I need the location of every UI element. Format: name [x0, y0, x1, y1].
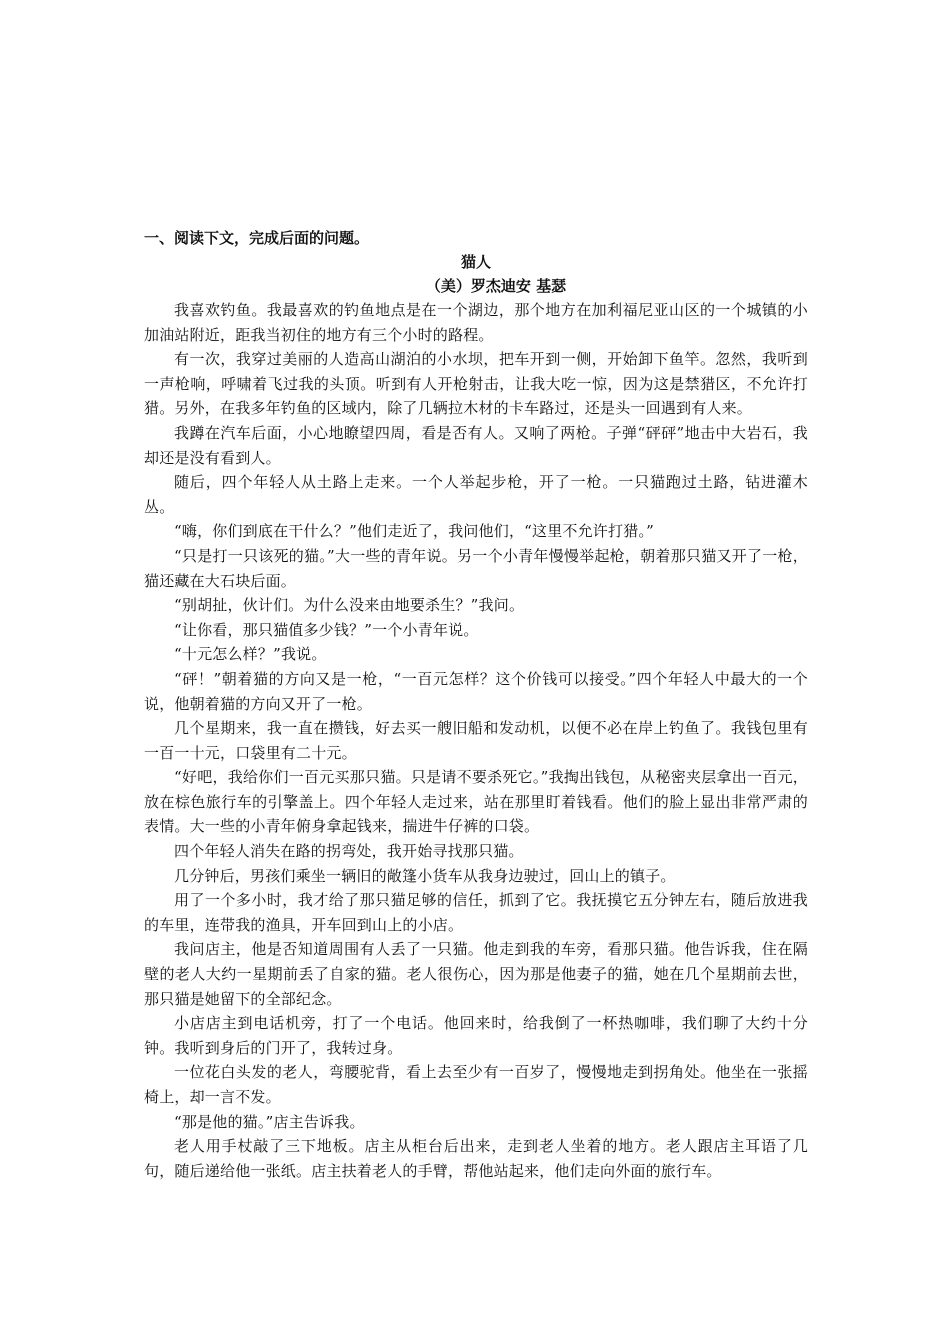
story-paragraph-9: “十元怎么样？”我说。	[174, 645, 327, 664]
story-paragraph-12: “好吧，我给你们一百元买那只猫。只是请不要杀死它。”我掏出钱包，从秘密夹层拿出一百元，放在棕色旅行车的引擎盖上。四个年轻人走过来，站在那里盯着钱看。他们的脸上显出非常严肃的表情。大一些的小青年俯身拿起钱来，揣进牛仔裤的口袋。	[144, 768, 808, 836]
story-paragraph-8: “让你看，那只猫值多少钱？”一个小青年说。	[174, 620, 479, 639]
story-paragraph-20: 老人用手杖敲了三下地板。店主从柜台后出来，走到老人坐着的地方。老人跟店主耳语了几句，随后递给他一张纸。店主扶着老人的手臂，帮他站起来，他们走向外面的旅行车。	[144, 1137, 808, 1180]
story-paragraph-7: “别胡扯，伙计们。为什么没来由地要杀生？”我问。	[174, 596, 525, 615]
story-paragraph-6: “只是打一只该死的猫。”大一些的青年说。另一个小青年慢慢举起枪，朝着那只猫又开了一枪，猫还藏在大石块后面。	[144, 546, 808, 590]
story-paragraph-15: 用了一个多小时，我才给了那只猫足够的信任，抓到了它。我抚摸它五分钟左右，随后放进我的车里，连带我的渔具，开车回到山上的小店。	[144, 891, 808, 934]
story-paragraph-11: 几个星期来，我一直在攒钱，好去买一艘旧船和发动机，以便不必在岸上钓鱼了。我钱包里有一百一十元，口袋里有二十元。	[144, 719, 808, 762]
story-paragraph-14: 几分钟后，男孩们乘坐一辆旧的敞篷小货车从我身边驶过，回山上的镇子。	[174, 866, 676, 885]
question-heading: 一、阅读下文，完成后面的问题。	[144, 229, 370, 247]
story-paragraph-1: 我喜欢钓鱼。我最喜欢的钓鱼地点是在一个湖边，那个地方在加利福尼亚山区的一个城镇的小加油站附近，距我当初住的地方有三个小时的路程。	[144, 301, 808, 344]
story-paragraph-4: 随后，四个年轻人从土路上走来。一个人举起步枪，开了一枪。一只猫跑过土路，钻进灌木丛。	[144, 473, 808, 516]
story-paragraph-2: 有一次，我穿过美丽的人造高山湖泊的小水坝，把车开到一侧，开始卸下鱼竿。忽然，我听到一声枪响，呼啸着飞过我的头顶。听到有人开枪射击，让我大吃一惊，因为这是禁猎区，不允许打猎。另外，在我多年钓鱼的区域内，除了几辆拉木材的卡车路过，还是头一回遇到有人来。	[144, 350, 808, 418]
story-paragraph-13: 四个年轻人消失在路的拐弯处，我开始寻找那只猫。	[174, 842, 524, 861]
story-paragraph-16: 我问店主，他是否知道周围有人丢了一只猫。他走到我的车旁，看那只猫。他告诉我，住在隔壁的老人大约一星期前丢了自家的猫。老人很伤心，因为那是他妻子的猫，她在几个星期前去世，那只猫是她留下的全部纪念。	[144, 940, 808, 1008]
story-paragraph-17: 小店店主到电话机旁，打了一个电话。他回来时，给我倒了一杯热咖啡，我们聊了大约十分钟。我听到身后的门开了，我转过身。	[144, 1014, 808, 1057]
story-paragraph-18: 一位花白头发的老人，弯腰驼背，看上去至少有一百岁了，慢慢地走到拐角处。他坐在一张摇椅上，却一言不发。	[144, 1063, 808, 1106]
story-title: 猫人	[460, 253, 491, 271]
story-paragraph-19: “那是他的猫。”店主告诉我。	[174, 1112, 365, 1131]
document-page	[144, 226, 808, 1183]
story-paragraph-5: “嗨，你们到底在干什么？”他们走近了，我问他们，“这里不允许打猎。”	[174, 522, 654, 541]
story-paragraph-10: “砰！”朝着猫的方向又是一枪，“一百元怎样？这个价钱可以接受。”四个年轻人中最大的一个说，他朝着猫的方向又开了一枪。	[144, 669, 808, 713]
story-author: （美）罗杰迪安 基瑟	[425, 277, 567, 295]
story-paragraph-3: 我蹲在汽车后面，小心地瞭望四周，看是否有人。又响了两枪。子弹“砰砰”地击中大岩石，我却还是没有看到人。	[144, 423, 808, 467]
